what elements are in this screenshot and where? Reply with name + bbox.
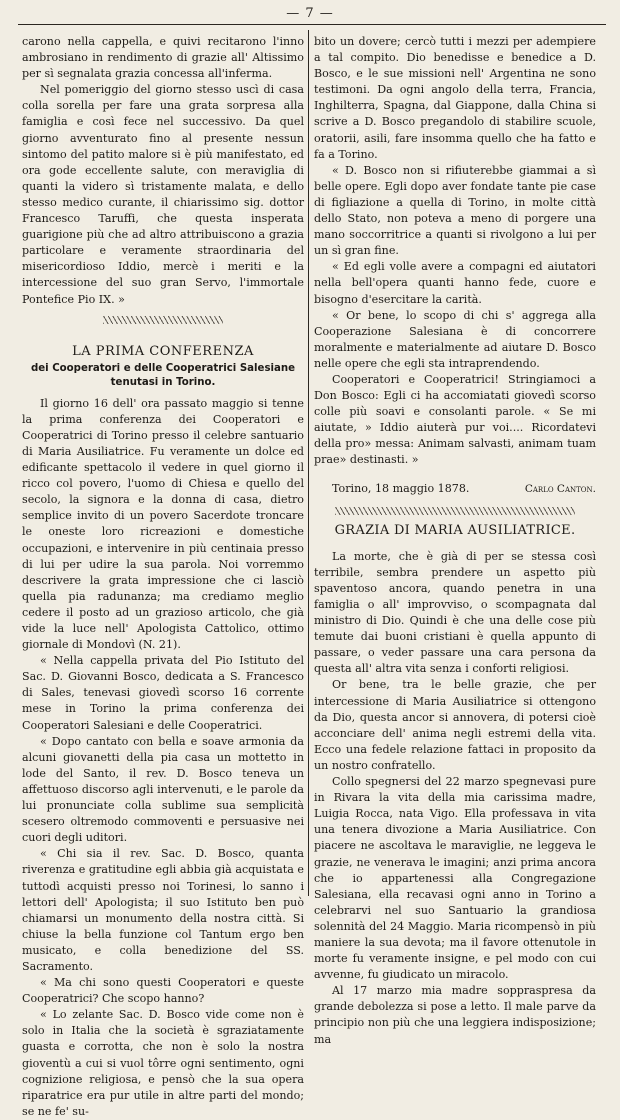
paragraph: « Chi sia il rev. Sac. D. Bosco, quanta riverenza e gratitudine egli abbia già acquistata e tuttodì acquisti presso noi Torinesi, lo sanno i lettori dell' Apologista; il suo Istituto ben può chiamarsi un monumento della nostra città. Si chiuse la bella funzione col Tantum ergo ben musicato, e colla benedizione del SS. Sacramento. (22, 847, 304, 973)
paragraph: Al 17 marzo mia madre soppraspresa da grande debolezza si pose a letto. Il male parve da principio non più che una leggiera indisposizione; ma (314, 984, 596, 1046)
section-title: LA PRIMA CONFERENZA (72, 343, 254, 359)
paragraph: « Dopo cantato con bella e soave armonia da alcuni giovanetti della pia casa un mottetto in lode del Santo, il rev. D. Bosco teneva un affettuoso discorso agli intervenuti, e le parole da lui pronunciate colla sublime sua semplicità scesero oltremodo commoventi e persuasive nei cuori degli uditori. (22, 734, 304, 845)
paragraph: Il giorno 16 dell' ora passato maggio si tenne la prima conferenza dei Cooperatori e Cooperatrici di Torino presso il celebre santuario di Maria Ausiliatrice. Fu veramente un dolce ed edificante spettacolo il vedere in quel giorno il ricco col povero, l'uomo di Chiesa e quello del secolo, la signora e la donna di casa, dietro semplice invito di un povero Sacerdote troncare le oneste loro ricreazioni e domestiche occupazioni, e intervenire in più centinaia presso di lui per udire la sua parola. Noi vorremmo descrivere la grata impressione che ci lasciò quella pia radunanza; ma crediamo meglio cedere il posto ad un grazioso articolo, che già vide la luce nell' Apologista Cattolico, ottimo giornale di Mondovì (N. 21). (22, 396, 304, 652)
paragraph: carono nella cappella, e quivi recitarono l'inno ambrosiano in rendimento di grazie all' Altissimo per sì segnalata grazia concessa all'inferma. (22, 35, 304, 81)
paragraph: Collo spegnersi del 22 marzo spegnevasi pure in Rivara la vita della mia carissima madre, Luigia Rocca, nata Vigo. Ella professava in vita una tenera divozione a Maria Ausiliatrice. Con piacere ne ascoltava le maraviglie, ne leggeva le grazie, ne venerava le imagini; anzi prima ancora che io appartenessi alla Congregazione Salesiana, ella recavasi ogni anno in Torino a celebrarvi nel suo Santuario la grandiosa solennità del 24 Maggio. Maria ricompensò in più maniere la sua devota; ma il favore ottenutole in morte fu veramente insigne, e pel modo con cui avvenne, fu giudicato un miracolo. (314, 775, 596, 982)
column-divider (308, 30, 309, 896)
paragraph: « Nella cappella privata del Pio Istituto del Sac. D. Giovanni Bosco, dedicata a S. Francesco di Sales, tenevasi giovedì scorso 16 corrente mese in Torino la prima conferenza dei Cooperatori Salesiani e delle Cooperatrici. (22, 654, 304, 732)
paragraph: Nel pomeriggio del giorno stesso uscì di casa colla sorella per fare una grata sorpresa alla famiglia e così fece nel successivo. Da quel giorno avventurato fino al presente nessun sintomo del patito malore si è più manifestato, ed ora gode eccellente salute, con meraviglia di quanti la videro sì tristamente malata, e dello stesso medico curante, il chiarissimo sig. dottor Francesco Taruffi, che questa insperata guarigione più che ad altro attribuiscono a grazia particolare e veramente straordinaria del misericordioso Iddio, mercè i meriti e la intercessione del suo gran Servo, l'immortale Pontefice Pio IX. » (22, 83, 304, 306)
page-number: — 7 — (286, 6, 334, 21)
ornament-rule (335, 507, 575, 515)
paragraph: « Ed egli volle avere a compagni ed aiutatori nella bell'opera quanti hanno fede, cuore e bisogno d'esercitare la carità. (314, 260, 596, 306)
right-column (314, 34, 596, 1046)
signature-line (314, 481, 596, 497)
paragraph: La morte, che è già di per se stessa così terribile, sembra prendere un aspetto più spaventoso ancora, quando penetra in una famiglia o all' improvviso, o scompagnata dal ministro di Dio. Quindi è che una delle cose più temute dai buoni cristiani è quella appunto di passare, o veder passare una cara persona da questa all' altra vita senza i conforti religiosi. (314, 549, 596, 676)
paragraph: Or bene, tra le belle grazie, che per intercessione di Maria Ausiliatrice si ottengono da Dio, questa ancor si annovera, di potersi cioè acconciare dell' anima negli estremi della vita. Ecco una fedele relazione fattaci in proposito da un nostro confratello. (314, 678, 596, 772)
section-title: GRAZIA DI MARIA AUSILIATRICE. (334, 522, 576, 538)
section-subtitle: dei Cooperatori e delle Cooperatrici Salesiane tenutasi in Torino. (30, 362, 296, 388)
paragraph: Cooperatori e Cooperatrici! Stringiamoci a Don Bosco: Egli ci ha accomiatati giovedì scorso colle più soavi e consolanti parole. « Se mi aiutate, » Iddio aiuterà pur voi.... Ricordatevi della pro» messa: Animam salvasti, animam tuam prae» destinasti. » (314, 372, 596, 467)
date-line: Torino, 18 maggio 1878. (332, 481, 470, 495)
paragraph: « Or bene, lo scopo di chi s' aggrega alla Cooperazione Salesiana è di concorrere moralmente e materialmente ad aiutare D. Bosco nelle opere che egli sta intraprendendo. (314, 308, 596, 370)
signature: Carlo Canton. (524, 482, 596, 495)
paragraph: « Lo zelante Sac. D. Bosco vide come non è solo in Italia che la società è sgraziatamente guasta e corrotta, che non è solo la nostra gioventù a cui si vuol tôrre ogni sentimento, ogni cognizione religiosa, e pensò che la sua opera riparatrice era pur utile in altre parti del mondo; se ne fe' su- (22, 1008, 304, 1118)
left-column (22, 34, 304, 1118)
ornament-rule (103, 316, 223, 324)
header-rule (18, 24, 606, 25)
paragraph: bito un dovere; cercò tutti i mezzi per adempiere a tal compito. Dio benedisse e benedice a D. Bosco, e le sue missioni nell' Argentina ne sono testimoni. Da ogni angolo della terra, Francia, Inghilterra, Spagna, dal Giappone, dalla China si scrive a D. Bosco pregandolo di stabilire scuole, oratorii, asili, fare insomma quello che ha fatto e fa a Torino. (314, 35, 596, 161)
paragraph: « Ma chi sono questi Cooperatori e queste Cooperatrici? Che scopo hanno? (22, 976, 304, 1006)
paragraph: « D. Bosco non si rifiuterebbe giammai a sì belle opere. Egli dopo aver fondate tante pie case di figliazione a quella di Torino, in molte città dello Stato, non poteva a meno di porgere una mano soccorritrice a quanti si rivolgono a lui per un sì gran fine. (314, 163, 596, 258)
